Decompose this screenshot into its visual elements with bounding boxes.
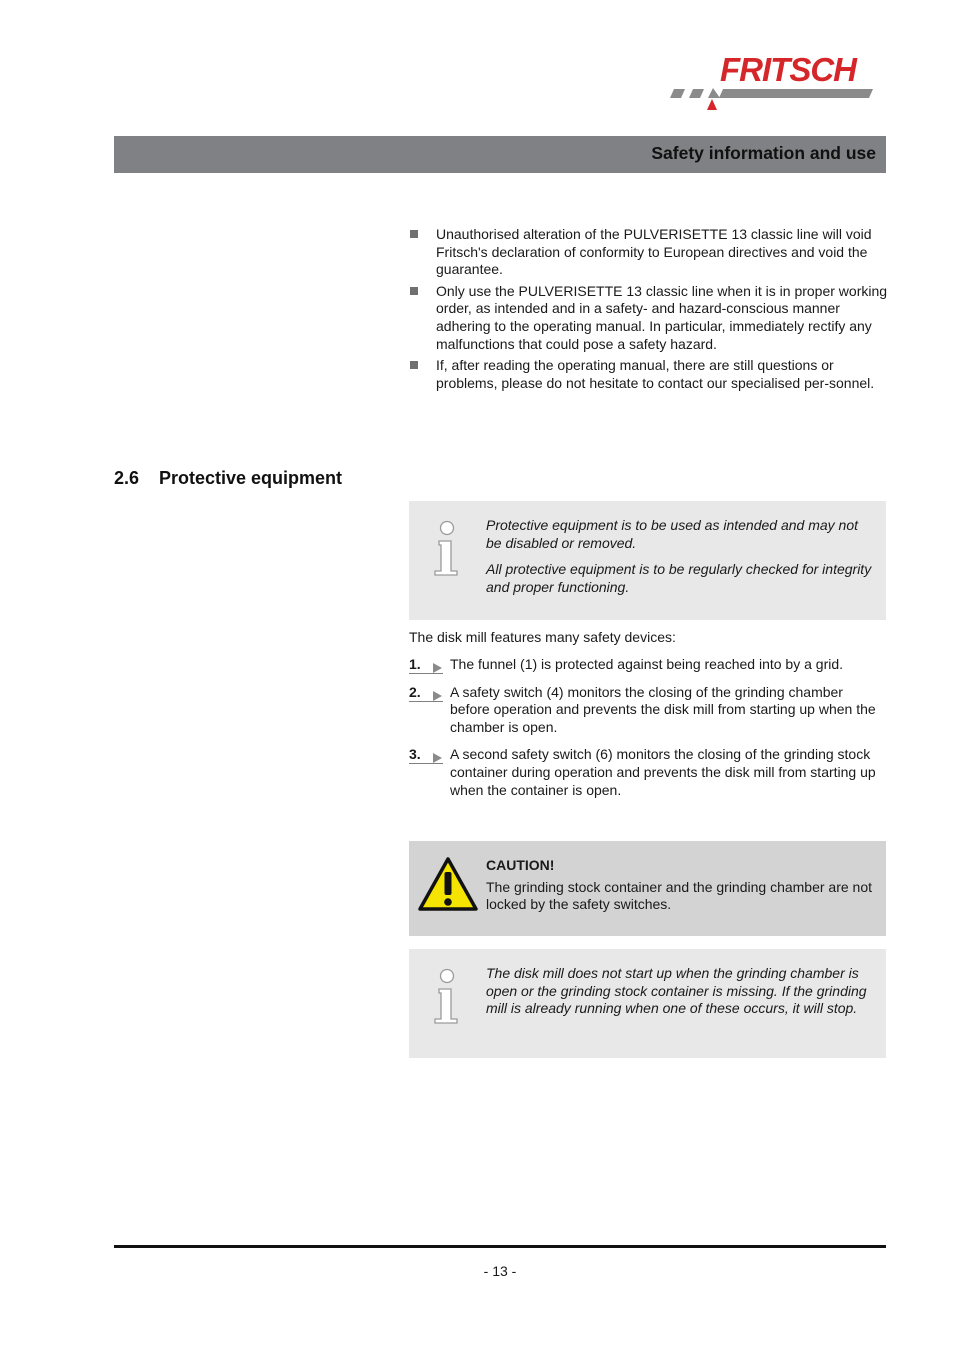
step-number: 1.: [409, 656, 443, 674]
step-text: The funnel (1) is protected against being reached into by a grid.: [450, 656, 844, 672]
step-arrow-icon: [433, 663, 442, 673]
safety-steps-list: [409, 656, 886, 809]
section-header-band: [114, 136, 886, 173]
step-arrow-icon: [433, 753, 442, 763]
logo-wordmark: FRITSCH: [720, 51, 856, 88]
fritsch-logo: [668, 52, 888, 114]
caution-box: [409, 841, 886, 936]
note-text: The disk mill does not start up when the grinding chamber is open or the grinding stock container is missing. If the grinding mill is already running when one of these occurs, it will stop.: [486, 965, 867, 1017]
info-note: [409, 501, 886, 620]
note-text: Protective equipment is to be used as intended and may not be disabled or removed.: [486, 517, 859, 551]
square-bullet-icon: [410, 230, 418, 238]
step-number: 2.: [409, 684, 443, 702]
section-number: 2.6: [114, 468, 140, 488]
list-item: If, after reading the operating manual, there are still questions or problems, please do not hesitate to contact our specialised per-sonnel.: [409, 357, 889, 392]
step-item: [409, 656, 886, 674]
caution-text: The grinding stock container and the grinding chamber are not locked by the safety switches.: [486, 878, 873, 913]
page-number: - 13 -: [483, 1263, 517, 1279]
safety-bullet-list: [409, 226, 889, 396]
step-text: A second safety switch (6) monitors the closing of the grinding stock container during operation and prevents the disk mill from starting up when the container is open.: [450, 746, 876, 798]
intro-text: The disk mill features many safety devices:: [409, 629, 676, 645]
info-icon: [431, 967, 463, 1025]
square-bullet-icon: [410, 361, 418, 369]
step-number: 3.: [409, 746, 443, 764]
info-icon: [431, 519, 463, 577]
info-note: [409, 949, 886, 1058]
step-item: [409, 746, 886, 799]
section-title: Protective equipment: [159, 468, 343, 488]
chapter-title: Safety information and use: [651, 143, 876, 163]
warning-triangle-icon: [418, 857, 478, 911]
step-item: [409, 684, 886, 737]
list-item: Only use the PULVERISETTE 13 classic line when it is in proper working order, as intended and in a safety- and hazard-conscious manner adhering to the operating manual. In particular, immediately rectify any malfunctions that could pose a safety hazard.: [409, 283, 889, 353]
list-item: Unauthorised alteration of the PULVERISETTE 13 classic line will void Fritsch's declaration of conformity to European directives and void the guarantee.: [409, 226, 889, 279]
caution-title: CAUTION!: [486, 857, 555, 873]
section-heading: [114, 467, 342, 489]
footer-divider: [114, 1245, 886, 1248]
square-bullet-icon: [410, 287, 418, 295]
note-text: All protective equipment is to be regularly checked for integrity and proper functioning.: [486, 561, 872, 595]
step-text: A safety switch (4) monitors the closing of the grinding chamber before operation and prevents the disk mill from starting up when the chamber is open.: [450, 683, 876, 735]
step-arrow-icon: [433, 691, 442, 701]
